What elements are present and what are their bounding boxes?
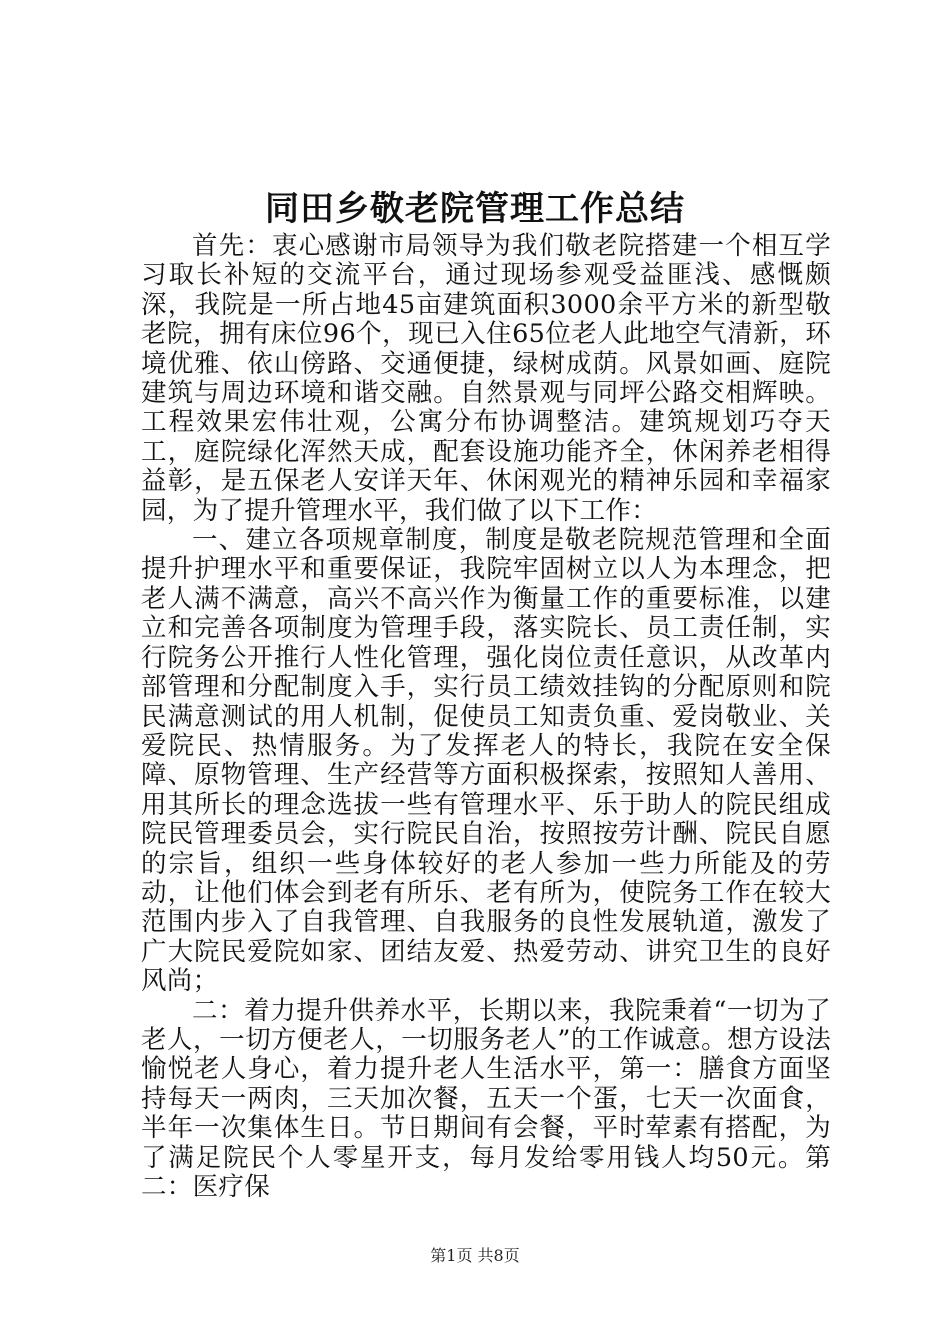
- document-title: 同田乡敬老院管理工作总结: [265, 189, 685, 229]
- paragraph-section-1: 一、建立各项规章制度，制度是敬老院规范管理和全面提升护理水平和重要保证，我院牢固树立以人为本理念，把老人满不满意，高兴不高兴作为衡量工作的重要标准，以建立和完善各项制度为管理手段，落实院长、员工责任制，实行院务公开推行人性化管理，强化岗位责任意识，从改革内部管理和分配制度入手，实行员工绩效挂钩的分配原则和院民满意测试的用人机制，促使员工知责负重、爱岗敬业、关爱院民、热情服务。为了发挥老人的特长，我院在安全保障、原物管理、生产经营等方面积极探索，按照知人善用、用其所长的理念选拔一些有管理水平、乐于助人的院民组成院民管理委员会，实行院民自治，按照按劳计酬、院民自愿的宗旨，组织一些身体较好的老人参加一些力所能及的劳动，让他们体会到老有所乐、老有所为，使院务工作在较大范围内步入了自我管理、自我服务的良性发展轨道，激发了广大院民爱院如家、团结友爱、热爱劳动、讲究卫生的良好风尚；: [141, 525, 831, 997]
- paragraph-intro: 首先：衷心感谢市局领导为我们敬老院搭建一个相互学习取长补短的交流平台，通过现场参观受益匪浅、感慨颇深，我院是一所占地45亩建筑面积3000余平方米的新型敬老院，拥有床位96个，现已入住65位老人此地空气清新，环境优雅、依山傍路、交通便捷，绿树成荫。风景如画、庭院建筑与周边环境和谐交融。自然景观与同坪公路交相辉映。工程效果宏伟壮观，公寓分布协调整洁。建筑规划巧夺天工，庭院绿化浑然天成，配套设施功能齐全，休闲养老相得益彰，是五保老人安详天年、休闲观光的精神乐园和幸福家园，为了提升管理水平，我们做了以下工作：: [141, 231, 831, 526]
- document-body: [141, 232, 831, 1202]
- paragraph-section-2: 二：着力提升供养水平，长期以来，我院秉着“一切为了老人，一切方便老人，一切服务老人”的工作诚意。想方设法愉悦老人身心，着力提升老人生活水平，第一：膳食方面坚持每天一两肉，三天加次餐，五天一个蛋，七天一次面食，半年一次集体生日。节日期间有会餐，平时荤素有搭配，为了满足院民个人零星开支，每月发给零用钱人均50元。第二：医疗保: [141, 995, 831, 1202]
- page-number-footer: 第1页 共8页: [430, 1246, 520, 1265]
